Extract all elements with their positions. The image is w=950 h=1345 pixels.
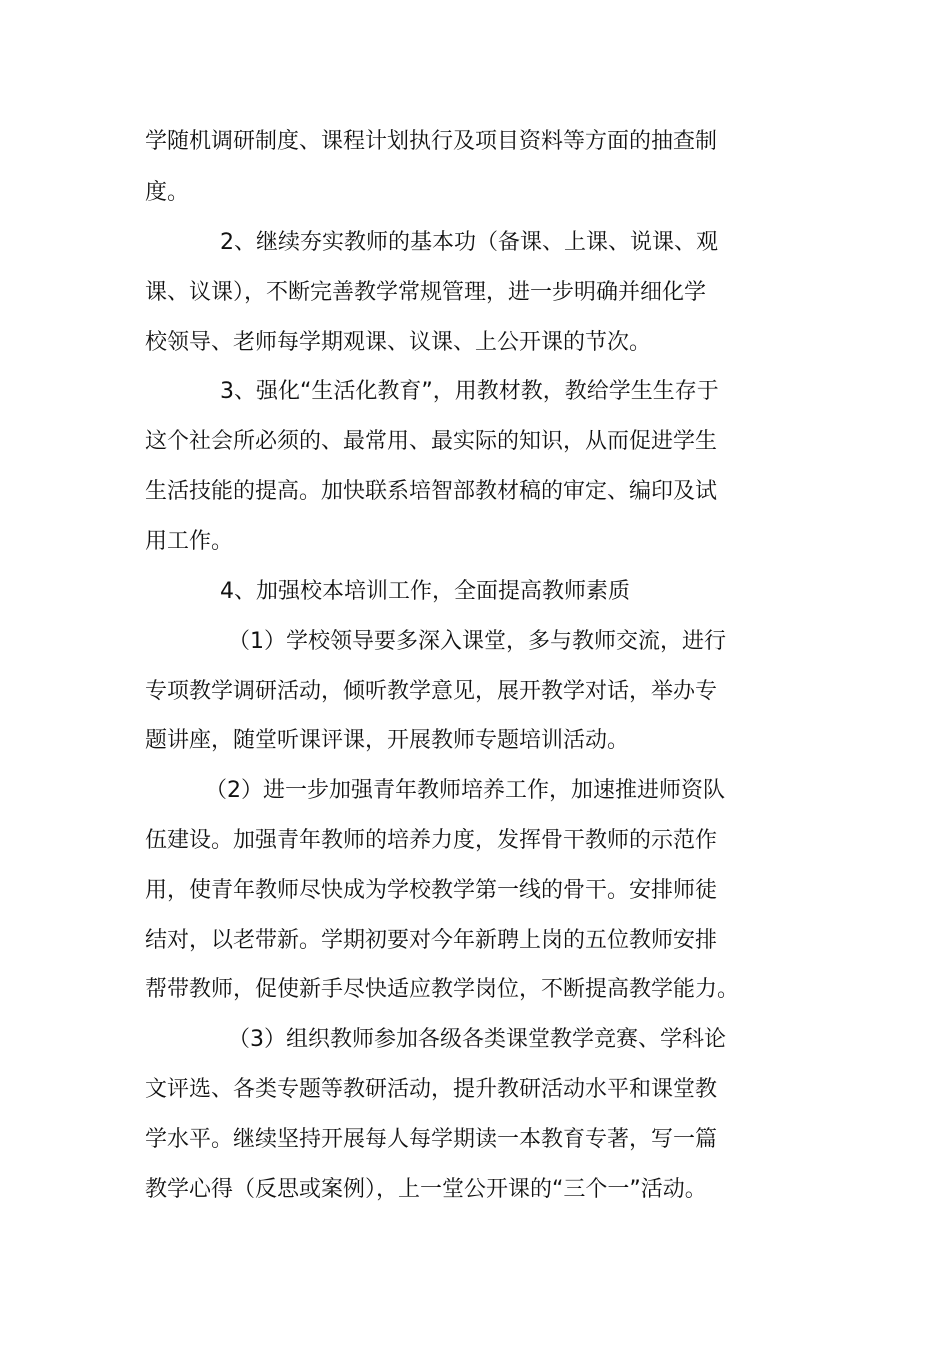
text-line: 课、议课），不断完善教学常规管理，进一步明确并细化学 (145, 280, 707, 305)
text-line: 校领导、老师每学期观课、议课、上公开课的节次。 (145, 330, 652, 355)
text-line: 专项教学调研活动，倾听教学意见，展开教学对话，举办专 (145, 679, 718, 704)
paragraph-start-line: 2、继续夯实教师的基本功（备课、上课、说课、观 (220, 230, 718, 255)
text-line: 结对，以老带新。学期初要对今年新聘上岗的五位教师安排 (145, 928, 718, 953)
paragraph-start-line: 4、加强校本培训工作，全面提高教师素质 (220, 579, 630, 604)
paragraph-start-line: （3）组织教师参加各级各类课堂教学竞赛、学科论 (228, 1027, 726, 1052)
paragraph-start-line: （2）进一步加强青年教师培养工作，加速推进师资队 (205, 778, 725, 803)
text-line: 学随机调研制度、课程计划执行及项目资料等方面的抽查制 (145, 129, 718, 154)
text-line: 生活技能的提高。加快联系培智部教材稿的审定、编印及试 (145, 479, 718, 504)
text-line: 学水平。继续坚持开展每人每学期读一本教育专著，写一篇 (145, 1127, 718, 1152)
text-line: 这个社会所必须的、最常用、最实际的知识，从而促进学生 (145, 429, 718, 454)
text-line: 用工作。 (145, 529, 234, 554)
paragraph-start-line: 3、强化“生活化教育”，用教材教，教给学生生存于 (220, 379, 719, 404)
text-line: 用，使青年教师尽快成为学校教学第一线的骨干。安排师徒 (145, 878, 718, 903)
paragraph-start-line: （1）学校领导要多深入课堂，多与教师交流，进行 (228, 629, 726, 654)
text-line: 伍建设。加强青年教师的培养力度，发挥骨干教师的示范作 (145, 828, 718, 853)
text-line: 度。 (145, 180, 190, 205)
text-line: 帮带教师，促使新手尽快适应教学岗位，不断提高教学能力。 (145, 977, 740, 1002)
text-line: 教学心得（反思或案例），上一堂公开课的“三个一”活动。 (145, 1177, 707, 1202)
text-line: 题讲座，随堂听课评课，开展教师专题培训活动。 (145, 728, 630, 753)
text-line: 文评选、各类专题等教研活动，提升教研活动水平和课堂教 (145, 1077, 718, 1102)
